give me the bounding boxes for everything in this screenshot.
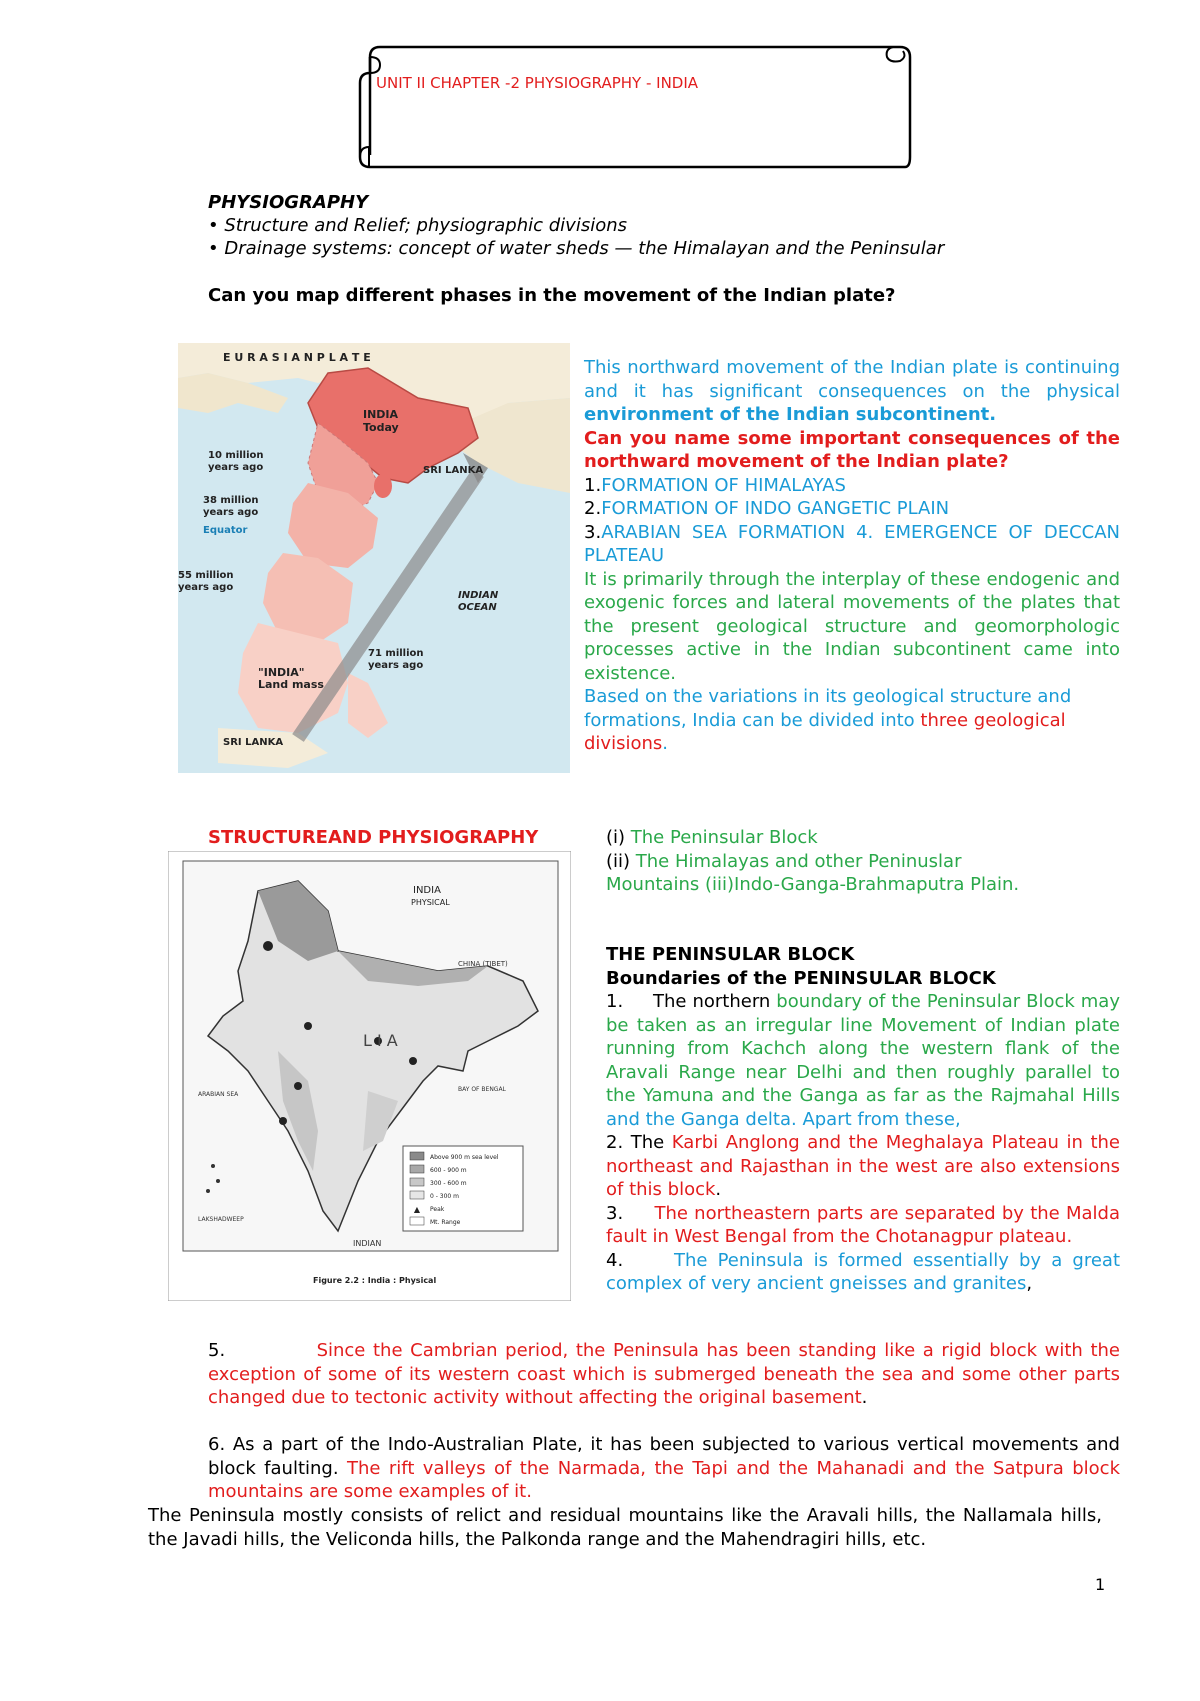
intro-question: Can you map different phases in the movement of the Indian plate?	[208, 285, 896, 306]
map-label-landmass: Land mass	[258, 678, 324, 691]
legend-mt-range: Mt. Range	[430, 1219, 461, 1226]
legend-600-900: 600 - 900 m	[430, 1167, 467, 1174]
map-place-bay-of-bengal: BAY OF BENGAL	[458, 1086, 506, 1093]
map-place-india: L I A	[363, 1031, 398, 1050]
consequence-item-1: 1.FORMATION OF HIMALAYAS	[584, 474, 846, 496]
boundary-item-4: 4. The Peninsula is formed essentially by a great complex of very ancient gneisses and granites,	[606, 1249, 1121, 1294]
page-number: 1	[1095, 1575, 1106, 1594]
division-1: (i) The Peninsular Block	[606, 827, 818, 848]
boundary-item-2: 2. The Karbi Anglong and the Meghalaya Plateau in the northeast and Rajasthan in the west are also extensions of this block.	[606, 1132, 1120, 1200]
legend-peak: Peak	[430, 1206, 445, 1213]
map-label-today: Today	[363, 421, 399, 434]
map-label-indian: INDIAN	[458, 590, 499, 601]
map-label-38my-ago: years ago	[203, 507, 259, 518]
title-scroll-banner	[355, 45, 915, 170]
peninsular-heading: THE PENINSULAR BLOCK	[606, 944, 855, 965]
india-map-caption: Figure 2.2 : India : Physical	[313, 1276, 437, 1285]
consequence-item-2: 2.FORMATION OF INDO GANGETIC PLAIN	[584, 498, 950, 519]
map-title-india: INDIA	[413, 885, 441, 896]
indian-plate-movement-map	[178, 343, 570, 773]
map-label-india-landmass: "INDIA"	[258, 666, 305, 679]
plate-paragraph-3: Based on the variations in its geological structure and formations, India can be divided into three geological divisions.	[584, 686, 1072, 754]
intro-bullet-1: • Structure and Relief; physiographic divisions	[208, 215, 628, 236]
map-place-indian-ocean: INDIAN	[353, 1239, 382, 1248]
plate-text-block	[584, 356, 1120, 756]
map-place-lakshadweep: LAKSHADWEEP	[198, 1216, 244, 1223]
map-place-arabian-sea: ARABIAN SEA	[198, 1091, 239, 1098]
map-label-10my: 10 million	[208, 450, 264, 461]
map-label-srilanka-top: SRI LANKA	[423, 465, 484, 476]
map-title-physical: PHYSICAL	[411, 898, 450, 907]
map-label-55my-ago: years ago	[178, 582, 234, 593]
map-label-71my: 71 million	[368, 648, 424, 659]
consequence-item-3: 3.ARABIAN SEA FORMATION 4. EMERGENCE OF DECCAN PLATEAU	[584, 521, 1120, 566]
boundary-item-3: 3. The northeastern parts are separated by the Malda fault in West Bengal from the Chotanagpur plateau.	[606, 1202, 1121, 1247]
map-label-55my: 55 million	[178, 570, 234, 581]
peninsular-block-section	[606, 943, 1120, 1296]
boundary-item-1: 1. The northern boundary of the Peninsular Block may be taken as an irregular line Movement of Indian plate running from Kachch along the western flank of the Aravali Range near Delhi and then roughly parallel to the Yamuna and the Ganga as far as the Rajmahal Hills and the Ganga delta. Apart from these,	[606, 991, 1120, 1130]
page-title: UNIT II CHAPTER -2 PHYSIOGRAPHY - INDIA	[376, 74, 699, 92]
consequences-question: Can you name some important consequences of the northward movement of the Indian plate?	[584, 427, 1120, 472]
legend-above-900: Above 900 m sea level	[430, 1154, 499, 1161]
map-label-10my-ago: years ago	[208, 462, 264, 473]
legend-0-300: 0 - 300 m	[430, 1193, 460, 1200]
boundary-item-5: 5. Since the Cambrian period, the Peninsula has been standing like a rigid block with the exception of some of its western coast which is submerged beneath the sea and some other parts changed due to tectonic activity without affecting the original basement.	[208, 1340, 1120, 1408]
map-label-71my-ago: years ago	[368, 660, 424, 671]
plate-paragraph-1-bold: environment of the Indian subcontinent.	[584, 404, 997, 425]
intro-bullet-2: • Drainage systems: concept of water sheds — the Himalayan and the Peninsular	[208, 238, 945, 259]
plate-paragraph-1: This northward movement of the Indian plate is continuing and it has significant consequences on the physical	[584, 357, 1120, 402]
svg-text:▲: ▲	[413, 1205, 421, 1214]
intro-heading: PHYSIOGRAPHY	[208, 192, 369, 213]
section-heading: STRUCTUREAND PHYSIOGRAPHY	[208, 827, 539, 848]
legend-300-600: 300 - 600 m	[430, 1180, 467, 1187]
boundary-item-6: 6. As a part of the Indo-Australian Plate, it has been subjected to various vertical movements and block faulting. The rift valleys of the Narmada, the Tapi and the Mahanadi and the Satpura block mountains are some examples of it.	[208, 1434, 1120, 1502]
map-label-38my: 38 million	[203, 495, 259, 506]
divisions-list	[606, 826, 1056, 897]
india-physical-map	[168, 851, 571, 1301]
division-2: (ii) The Himalayas and other Peninuslar Mountains (iii)Indo-Ganga-Brahmaputra Plain.	[606, 850, 1020, 895]
map-place-china: CHINA (TIBET)	[458, 960, 508, 968]
plate-paragraph-2: It is primarily through the interplay of these endogenic and exogenic forces and lateral movements of the plates that the present geological structure and geomorphologic processes active in the Indian subcontinent came into existence.	[584, 568, 1120, 684]
map-label-ocean: OCEAN	[458, 602, 497, 613]
closing-paragraph: The Peninsula mostly consists of relict and residual mountains like the Aravali hills, the Nallamala hills, the Javadi hills, the Veliconda hills, the Palkonda range and the Mahendragiri hills, etc.	[148, 1505, 1102, 1550]
map-label-equator: Equator	[203, 525, 248, 536]
map-label-srilanka-bottom: SRI LANKA	[223, 737, 284, 748]
map-label-eurasian-plate: E U R A S I A N P L A T E	[223, 351, 371, 364]
peninsular-subheading: Boundaries of the PENINSULAR BLOCK	[606, 967, 996, 989]
map-label-india: INDIA	[363, 408, 399, 421]
